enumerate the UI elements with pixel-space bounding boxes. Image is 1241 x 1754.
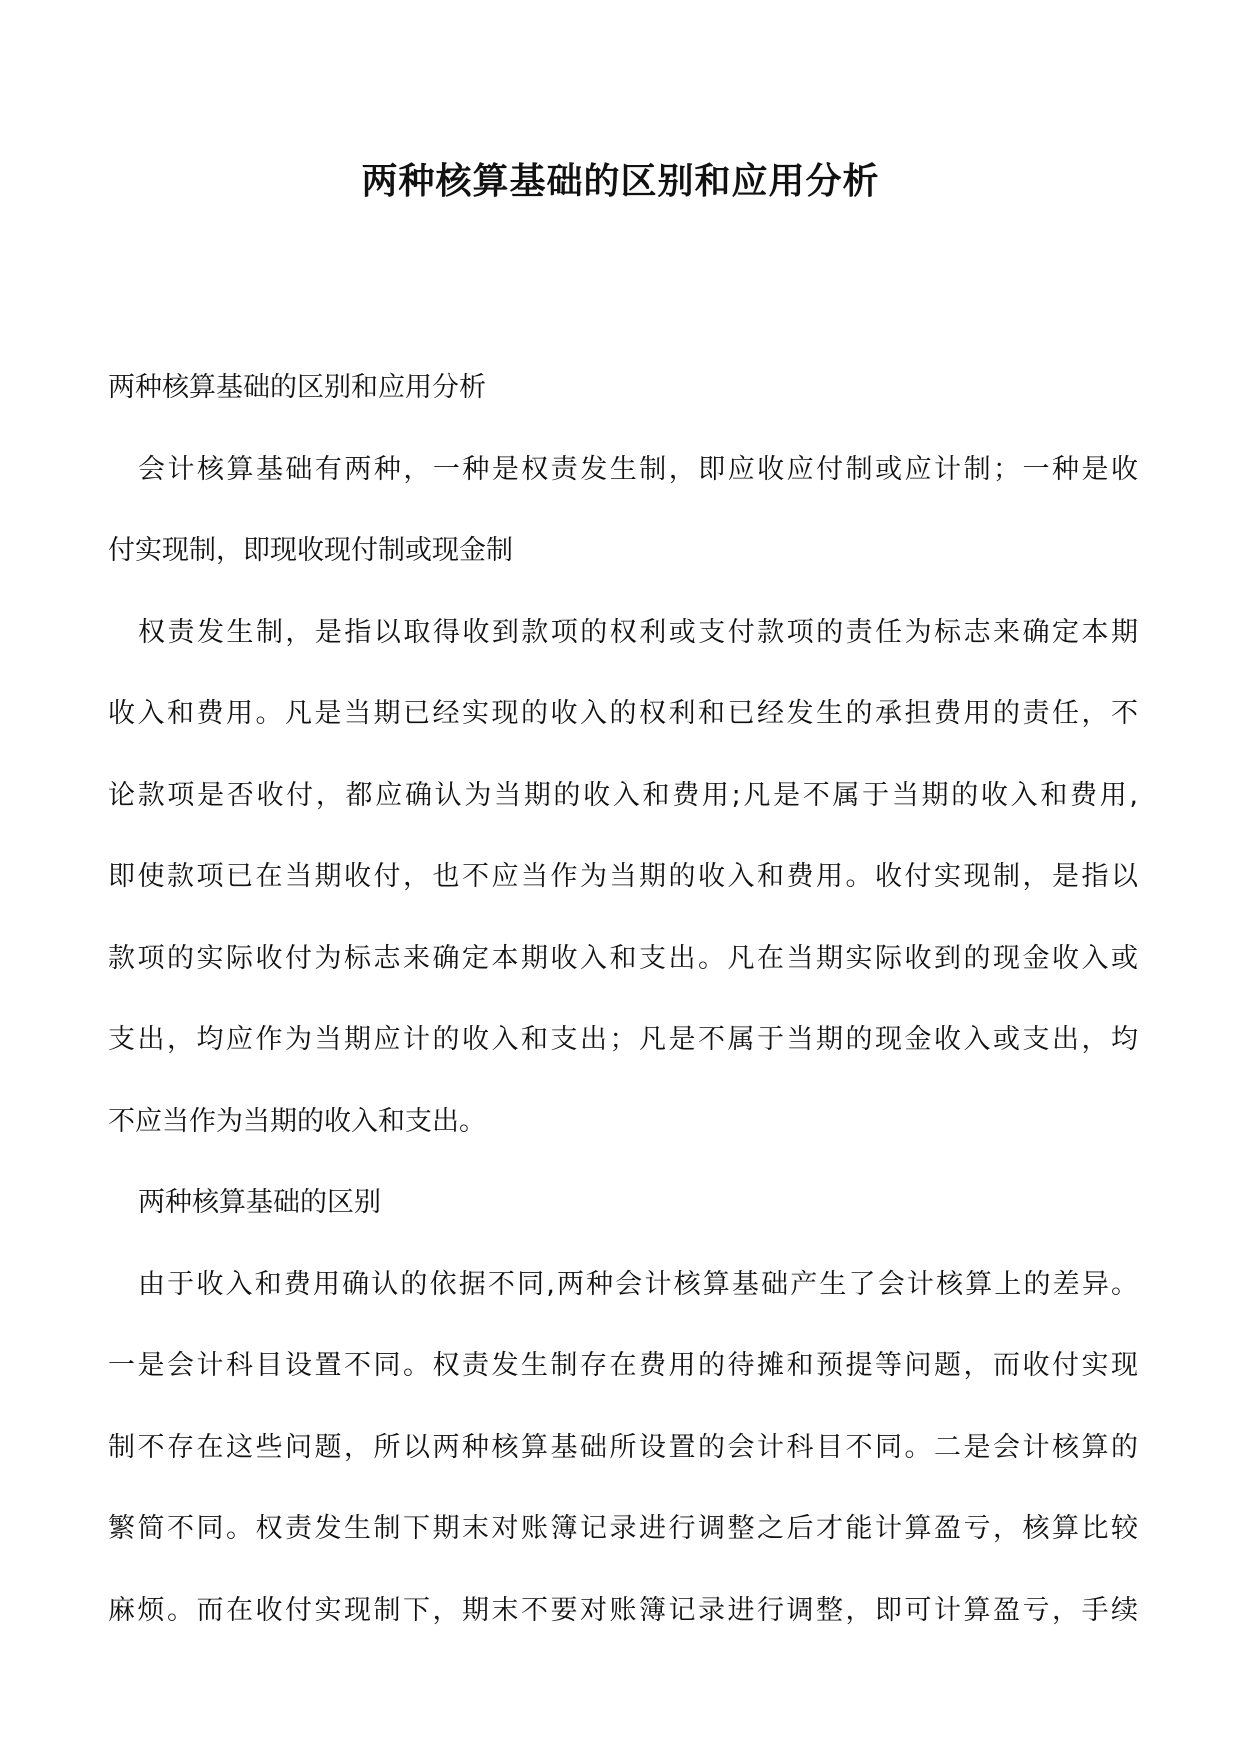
paragraph-line: 付实现制，即现收现付制或现金制: [108, 535, 513, 566]
subsection-heading: 两种核算基础的区别: [138, 1187, 381, 1218]
paragraph-line: 权责发生制，是指以取得收到款项的权利或支付款项的责任为标志来确定本期: [138, 616, 1138, 648]
paragraph-line: 支出，均应作为当期应计的收入和支出；凡是不属于当期的现金收入或支出，均: [108, 1024, 1138, 1055]
section-heading: 两种核算基础的区别和应用分析: [108, 372, 486, 403]
document-body: [108, 347, 1138, 1651]
paragraph-line: 不应当作为当期的收入和支出。: [108, 1105, 486, 1137]
paragraph-line: 收入和费用。凡是当期已经实现的收入的权利和已经发生的承担费用的责任，不: [108, 698, 1138, 729]
paragraph-line: 即使款项已在当期收付，也不应当作为当期的收入和费用。收付实现制，是指以: [108, 861, 1138, 892]
paragraph-line: 麻烦。而在收付实现制下，期末不要对账簿记录进行调整，即可计算盈亏，手续: [108, 1594, 1138, 1626]
paragraph-line: 由于收入和费用确认的依据不同,两种会计核算基础产生了会计核算上的差异。: [138, 1268, 1138, 1300]
paragraph-line: 一是会计科目设置不同。权责发生制存在费用的待摊和预提等问题，而收付实现: [108, 1350, 1138, 1381]
paragraph-line: 制不存在这些问题，所以两种核算基础所设置的会计科目不同。二是会计核算的: [108, 1431, 1138, 1463]
paragraph-line: 繁简不同。权责发生制下期末对账簿记录进行调整之后才能计算盈亏，核算比较: [108, 1513, 1138, 1544]
paragraph-line: 款项的实际收付为标志来确定本期收入和支出。凡在当期实际收到的现金收入或: [108, 942, 1138, 974]
document-title: 两种核算基础的区别和应用分析: [361, 161, 880, 202]
paragraph-line: 论款项是否收付，都应确认为当期的收入和费用;凡是不属于当期的收入和费用,: [108, 779, 1138, 811]
paragraph-line: 会计核算基础有两种，一种是权责发生制，即应收应付制或应计制；一种是收: [138, 453, 1138, 485]
